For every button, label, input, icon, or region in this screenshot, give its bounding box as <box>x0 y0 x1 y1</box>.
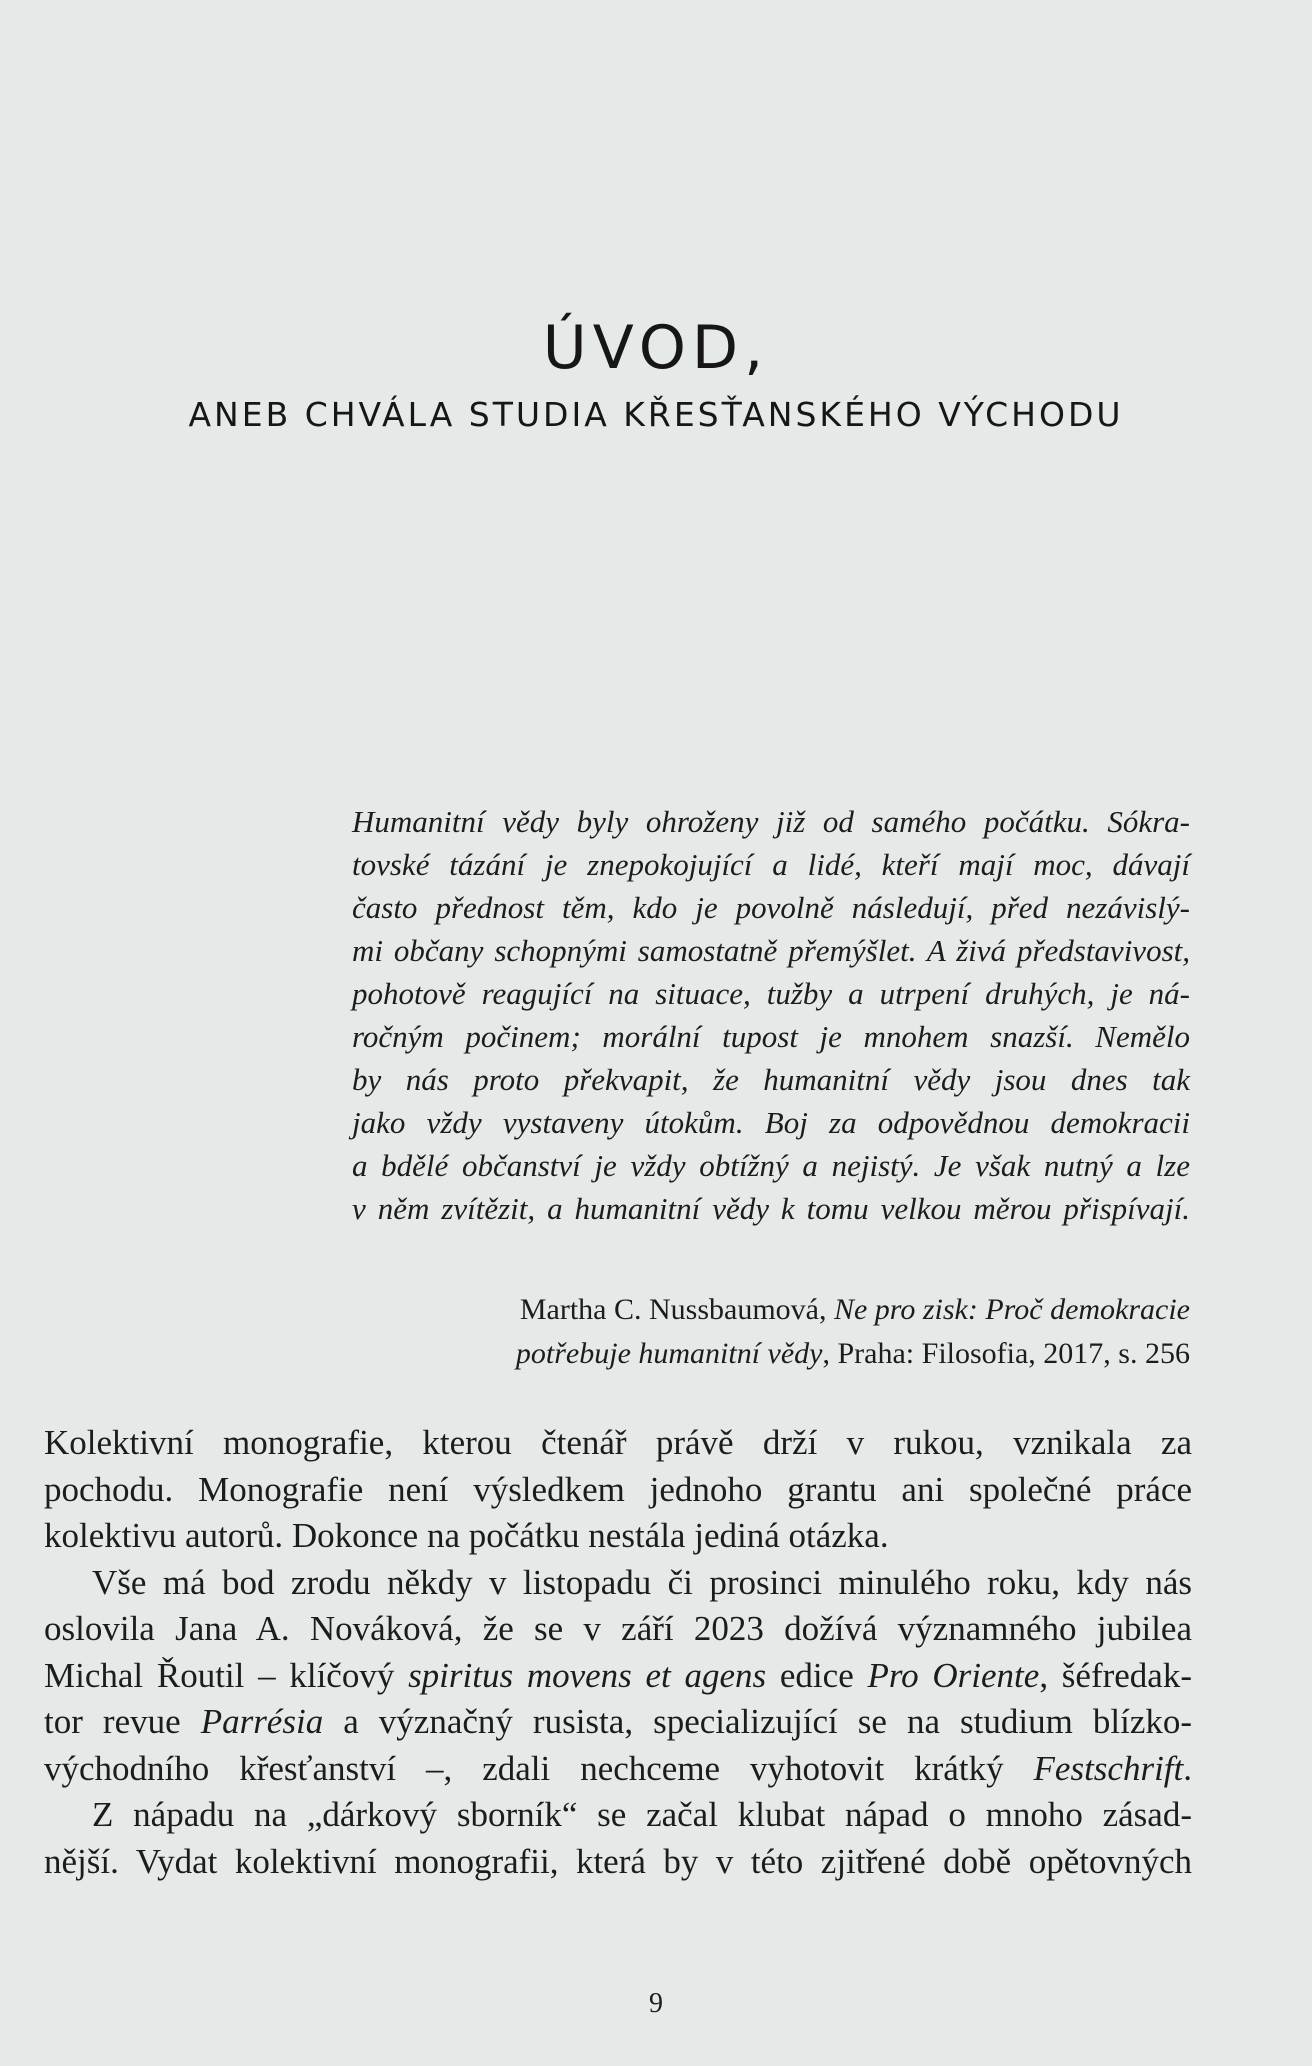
epigraph-line: by nás proto překvapit, že humanitní vědy jsou dnes tak <box>352 1062 1190 1097</box>
body-line: pochodu. Monografie není výsledkem jednoho grantu ani společné práce <box>44 1469 1192 1509</box>
attribution-author: Martha C. Nussbaumová, <box>519 1293 834 1326</box>
paragraph-3 <box>44 1792 1192 1885</box>
paragraph-2 <box>44 1560 1192 1793</box>
body-line <box>44 1699 1192 1746</box>
epigraph-line: v něm zvítězit, a humanitní vědy k tomu velkou měrou přispívají. <box>352 1191 1190 1226</box>
text-run: . <box>1183 1748 1192 1788</box>
text-run: Michal Řoutil – klíčový <box>44 1655 409 1695</box>
epigraph-line: jako vždy vystaveny útokům. Boj za odpovědnou demokracii <box>352 1105 1190 1140</box>
epigraph-attribution <box>516 1288 1190 1376</box>
epigraph-line: ročným počinem; morální tupost je mnohem snazší. Nemělo <box>352 1019 1190 1054</box>
attribution-line-2 <box>516 1332 1190 1376</box>
attribution-book-title: Ne pro zisk: Proč demokracie <box>833 1293 1190 1326</box>
body-line: Kolektivní monografie, kterou čtenář právě drží v rukou, vznikala za <box>44 1423 1192 1462</box>
paragraph-1 <box>44 1420 1192 1560</box>
body-line: nější. Vydat kolektivní monografii, která by v této zjitřené době opětovných <box>44 1841 1192 1881</box>
text-run: a význačný rusista, specializující se na studium blízko- <box>323 1702 1193 1741</box>
body-text <box>44 1420 1192 1885</box>
body-line: Z nápadu na „dárkový sborník“ se začal klubat nápad o mnoho zásad- <box>92 1795 1192 1834</box>
chapter-subtitle: ANEB CHVÁLA STUDIA KŘESŤANSKÉHO VÝCHODU <box>188 395 1124 434</box>
body-line: oslovila Jana A. Nováková, že se v září 2023 dožívá významného jubilea <box>44 1609 1192 1648</box>
epigraph-line: a bdělé občanství je vždy obtížný a nejistý. Je však nutný a lze <box>352 1148 1190 1183</box>
italic-term: Parrésia <box>200 1702 324 1741</box>
italic-term: Pro Oriente <box>867 1655 1040 1695</box>
body-line: kolektivu autorů. Dokonce na počátku nestála jediná otázka. <box>44 1516 889 1555</box>
attribution-book-title-cont: potřebuje humanitní vědy <box>515 1337 823 1370</box>
page-number: 9 <box>649 1988 663 2019</box>
epigraph <box>352 800 1190 1230</box>
epigraph-line: pohotově reagující na situace, tužby a utrpení druhých, je ná- <box>352 976 1190 1011</box>
attribution-line-1 <box>516 1288 1190 1332</box>
body-line <box>44 1653 1192 1700</box>
text-run: východního křesťanství –, zdali nechceme vyhotovit krátký <box>44 1748 1034 1788</box>
epigraph-line: mi občany schopnými samostatně přemýšlet. A živá představivost, <box>352 933 1190 968</box>
attribution-publisher: , Praha: Filosofia, 2017, s. 256 <box>822 1337 1190 1370</box>
text-run: edice <box>766 1655 868 1695</box>
text-run: tor revue <box>44 1702 201 1741</box>
body-line <box>44 1746 1192 1793</box>
epigraph-line: často přednost těm, kdo je povolně následují, před nezávislý- <box>352 890 1190 925</box>
epigraph-line: Humanitní vědy byly ohroženy již od samého počátku. Sókra- <box>352 804 1190 839</box>
text-run: , šéfredak- <box>1039 1655 1192 1695</box>
italic-term: Festschrift <box>1033 1748 1184 1788</box>
body-line: Vše má bod zrodu někdy v listopadu či prosinci minulého roku, kdy nás <box>92 1562 1192 1602</box>
italic-term: spiritus movens et agens <box>408 1655 767 1695</box>
epigraph-line: tovské tázání je znepokojující a lidé, kteří mají moc, dávají <box>352 847 1190 882</box>
chapter-title: ÚVOD, <box>542 313 770 383</box>
